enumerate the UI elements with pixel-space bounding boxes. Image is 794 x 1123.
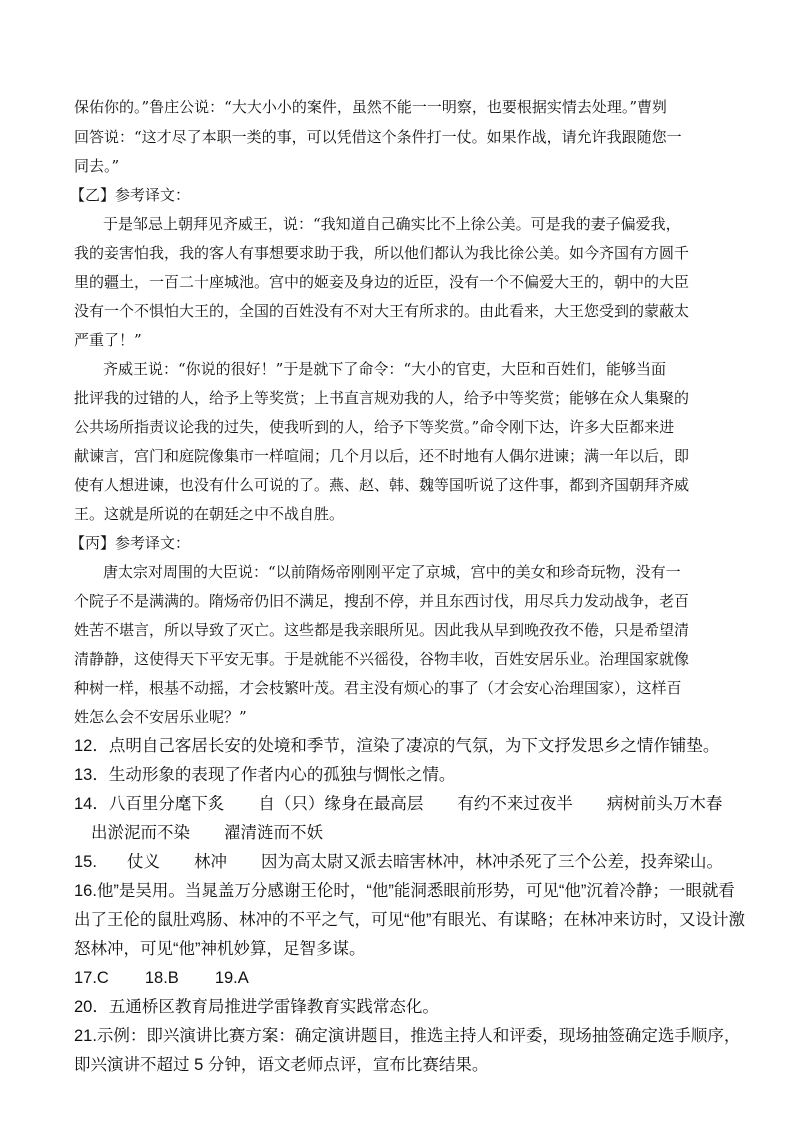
yi-p2-line-2: 批评我的过错的人，给予上等奖赏；上书直言规劝我的人，给予中等奖赏；能够在众人集聚的 (74, 389, 690, 407)
answer-20: 20．五通桥区教育局推进学雷锋教育实践常态化。 (74, 998, 439, 1016)
answer-21-line-1: 21.示例：即兴演讲比赛方案：确定演讲题目，推选主持人和评委，现场抽签确定选手顺序， (74, 1027, 741, 1045)
bing-line-3: 姓苦不堪言，所以导致了灭亡。这些都是我亲眼所见。因此我从早到晚孜孜不倦，只是希望清 (74, 621, 690, 639)
yi-p2-line-5: 使有人想进谏，也没有什么可说的了。燕、赵、韩、魏等国听说了这件事，都到齐国朝拜齐威 (74, 476, 690, 494)
yi-p2-line-3: 公共场所指责议论我的过失，使我听到的人，给予下等奖赏。”命令刚下达，许多大臣都来进 (74, 418, 675, 436)
yi-heading: 【乙】参考译文： (70, 186, 191, 204)
answer-16-line-3: 怒林冲，可见“他”神机妙算，足智多谋。 (74, 940, 366, 958)
yi-p1-line-4: 没有一个不惧怕大王的，全国的百姓没有不对大王有所求的。由此看来，大王您受到的蒙蔽太 (74, 302, 690, 320)
answer-14-number: 14． (74, 795, 109, 813)
answer-19: 19.A (214, 969, 249, 987)
answer-13: 13．生动形象的表现了作者内心的孤独与惆怅之情。 (74, 766, 456, 784)
answer-16-line-2: 出了王伦的鼠肚鸡肠、林冲的不平之气，可见“他”有眼光、有谋略；在林冲来访时，又设计激 (74, 911, 745, 929)
yi-p2-line-6: 王。这就是所说的在朝廷之中不战自胜。 (74, 505, 345, 523)
yi-p1-line-1: 于是邹忌上朝拜见齐威王，说：“我知道自己确实比不上徐公美。可是我的妻子偏爱我， (103, 215, 681, 233)
answer-15-item: 因为高太尉又派去暗害林冲，林冲杀死了三个公差，投奔梁山。 (260, 853, 723, 871)
answer-14-item: 出淤泥而不染 (91, 824, 190, 842)
answer-16-line-1: 16.他”是吴用。当晁盖万分感谢王伦时，“他”能洞悉眼前形势，可见“他”沉着冷静；一眼就看 (74, 882, 735, 900)
answer-21-line-2: 即兴演讲不超过 5 分钟，语文老师点评，宣布比赛结果。 (74, 1056, 489, 1074)
jia-line-3: 同去。” (74, 157, 120, 175)
answer-14-row-1 (74, 793, 722, 815)
answer-17: 17.C (74, 969, 109, 987)
yi-p1-line-2: 我的妾害怕我，我的客人有事想要求助于我，所以他们都认为我比徐公美。如今齐国有方圆千 (74, 244, 690, 262)
bing-line-2: 个院子不是满满的。隋炀帝仍旧不满足，搜刮不停，并且东西讨伐，用尽兵力发动战争，老百 (74, 592, 690, 610)
bing-heading: 【丙】参考译文： (70, 534, 191, 552)
answer-14-item: 病树前头万木春 (606, 795, 723, 813)
answer-14-item: 自（只）缘身在最高层 (258, 795, 424, 813)
bing-line-4: 清静静，这使得天下平安无事。于是就能不兴徭役，谷物丰收，百姓安居乐业。治理国家就像 (74, 650, 690, 668)
yi-p1-line-5: 严重了！” (74, 331, 142, 349)
answer-14-item: 八百里分麾下炙 (108, 795, 225, 813)
answer-18: 18.B (144, 969, 179, 987)
answer-12: 12．点明自己客居长安的处境和季节，渲染了凄凉的气氛，为下文抒发思乡之情作铺垫。 (74, 737, 720, 755)
answer-14-item: 有约不来过夜半 (457, 795, 573, 813)
answers-17-19 (74, 967, 249, 989)
answer-14-item: 濯清涟而不妖 (224, 824, 323, 842)
answer-15-number: 15. (74, 853, 97, 871)
bing-line-1: 唐太宗对周围的大臣说：“以前隋炀帝刚刚平定了京城，宫中的美女和珍奇玩物，没有一 (103, 563, 681, 581)
answer-15 (74, 851, 723, 873)
answer-14-row-2 (91, 822, 323, 844)
yi-p2-line-1: 齐威王说：“你说的很好！”于是就下了命令：“大小的官吏，大臣和百姓们，能够当面 (103, 360, 667, 378)
bing-line-6: 姓怎么会不安居乐业呢？” (74, 708, 247, 726)
jia-line-2: 回答说：“这才尽了本职一类的事，可以凭借这个条件打一仗。如果作战，请允许我跟随您一 (74, 128, 682, 146)
jia-line-1: 保佑你的。”鲁庄公说：“大大小小的案件，虽然不能一一明察，也要根据实情去处理。”曹刿 (74, 98, 668, 116)
answer-15-item: 仗义 (126, 853, 160, 871)
answer-15-item: 林冲 (193, 853, 227, 871)
yi-p1-line-3: 里的疆土，一百二十座城池。宫中的姬妾及身边的近臣，没有一个不偏爱大王的，朝中的大臣 (74, 273, 690, 291)
bing-line-5: 种树一样，根基不动摇，才会枝繁叶茂。君主没有烦心的事了（才会安心治理国家），这样百 (74, 679, 682, 697)
yi-p2-line-4: 献谏言，宫门和庭院像集市一样喧闹；几个月以后，还不时地有人偶尔进谏；满一年以后，即 (74, 447, 690, 465)
